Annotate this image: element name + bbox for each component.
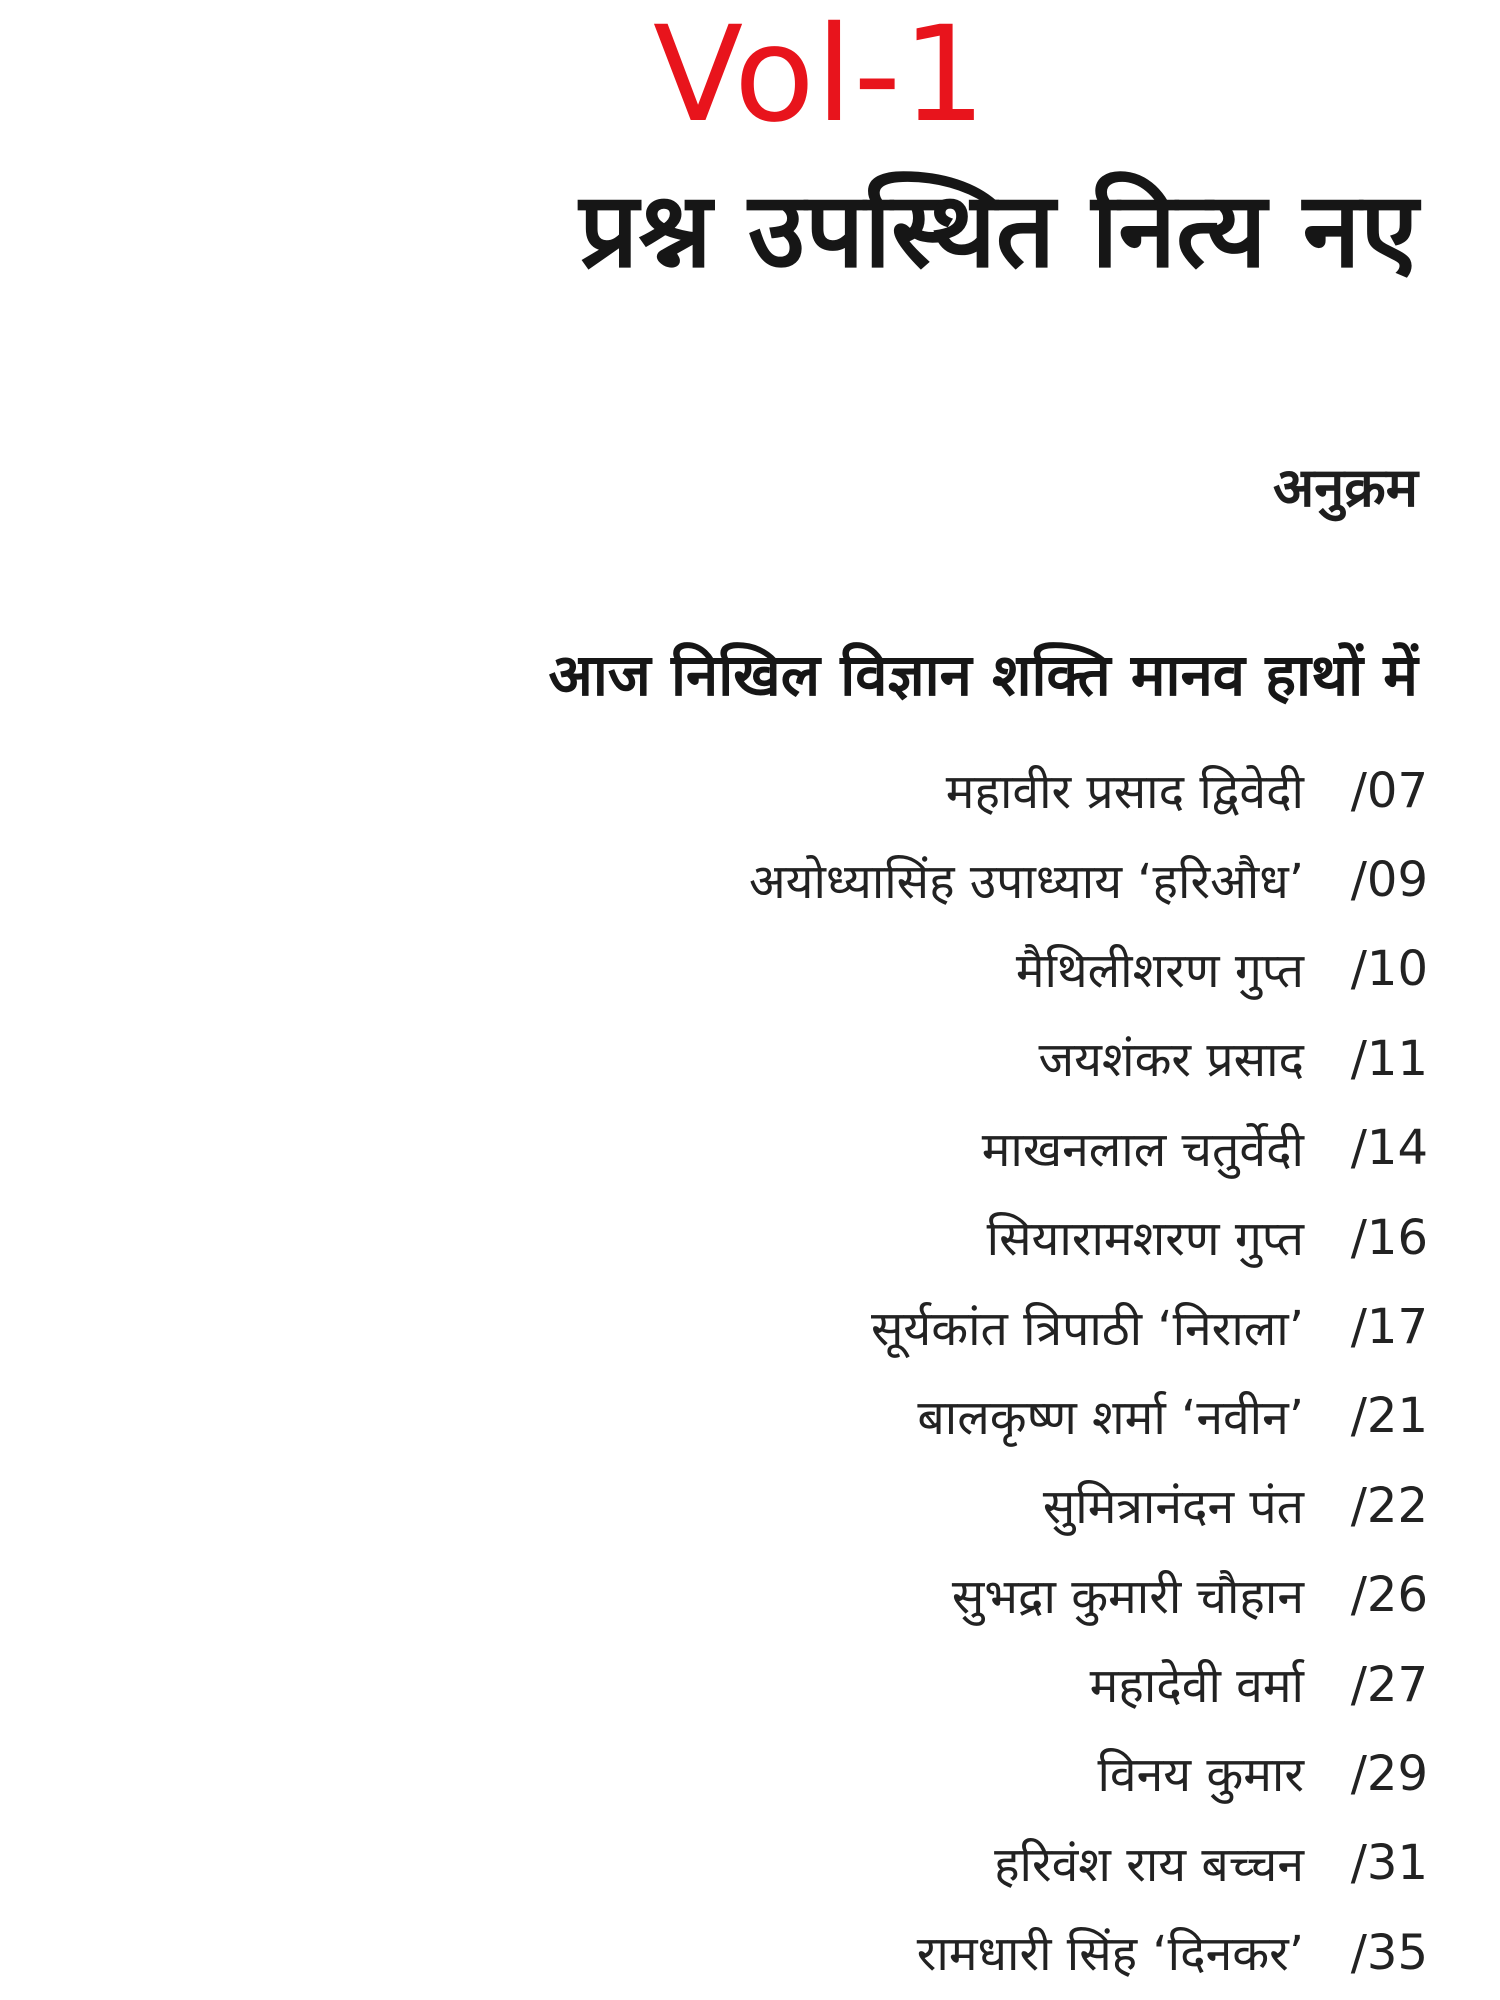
- toc-author: अयोध्यासिंह उपाध्याय ‘हरिऔध’: [748, 853, 1304, 910]
- toc-page-number: /27: [1350, 1656, 1428, 1713]
- toc-page-number: /35: [1350, 1924, 1428, 1981]
- toc-entry: [228, 1104, 1428, 1193]
- toc-entry: [228, 1551, 1428, 1640]
- book-title: प्रश्न उपस्थित नित्य नए: [579, 169, 1418, 291]
- toc-author: मैथिलीशरण गुप्त: [1015, 942, 1304, 999]
- toc-author: सूर्यकांत त्रिपाठी ‘निराला’: [870, 1300, 1304, 1357]
- volume-label: Vol-1: [652, 0, 988, 152]
- toc-entry: [228, 1729, 1428, 1818]
- toc-author: सुभद्रा कुमारी चौहान: [951, 1568, 1304, 1625]
- toc-page-number: /10: [1350, 941, 1428, 998]
- toc-author: सियारामशरण गुप्त: [986, 1211, 1304, 1268]
- toc-entry: [228, 1282, 1428, 1371]
- toc-page-number: /16: [1350, 1209, 1428, 1266]
- toc-entry: [228, 1819, 1428, 1908]
- toc-author: सुमित्रानंदन पंत: [1042, 1479, 1304, 1536]
- toc-page-number: /14: [1350, 1120, 1428, 1177]
- toc-page-number: /07: [1350, 762, 1428, 819]
- section-heading: आज निखिल विज्ञान शक्ति मानव हाथों में: [548, 641, 1418, 709]
- toc-page-number: /21: [1350, 1388, 1428, 1445]
- toc-author: माखनलाल चतुर्वेदी: [981, 1121, 1304, 1178]
- toc-entry: [228, 1193, 1428, 1282]
- toc-page-number: /31: [1350, 1835, 1428, 1892]
- toc-page-number: /22: [1350, 1477, 1428, 1534]
- toc-page-number: /11: [1350, 1030, 1428, 1087]
- toc-author: बालकृष्ण शर्मा ‘नवीन’: [917, 1389, 1304, 1446]
- toc-author: महादेवी वर्मा: [1089, 1658, 1304, 1715]
- toc-author: रामधारी सिंह ‘दिनकर’: [916, 1926, 1304, 1983]
- toc-entry: [228, 1461, 1428, 1550]
- toc-author: हरिवंश राय बच्चन: [994, 1836, 1304, 1893]
- toc-entry: [228, 1014, 1428, 1103]
- toc-author: महावीर प्रसाद द्विवेदी: [945, 764, 1304, 821]
- toc-entry: [228, 746, 1428, 835]
- toc-entry: [228, 835, 1428, 924]
- toc-entry: [228, 1640, 1428, 1729]
- toc-entry: [228, 925, 1428, 1014]
- toc-page-number: /17: [1350, 1299, 1428, 1356]
- toc-page-number: /29: [1350, 1745, 1428, 1802]
- contents-heading: अनुक्रम: [1273, 456, 1418, 519]
- toc-page-number: /26: [1350, 1567, 1428, 1624]
- toc-page-number: /09: [1350, 852, 1428, 909]
- toc-author: जयशंकर प्रसाद: [1038, 1032, 1304, 1089]
- toc-entry: [228, 1372, 1428, 1461]
- table-of-contents: [228, 746, 1428, 1997]
- toc-author: विनय कुमार: [1097, 1747, 1304, 1804]
- toc-entry: [228, 1908, 1428, 1997]
